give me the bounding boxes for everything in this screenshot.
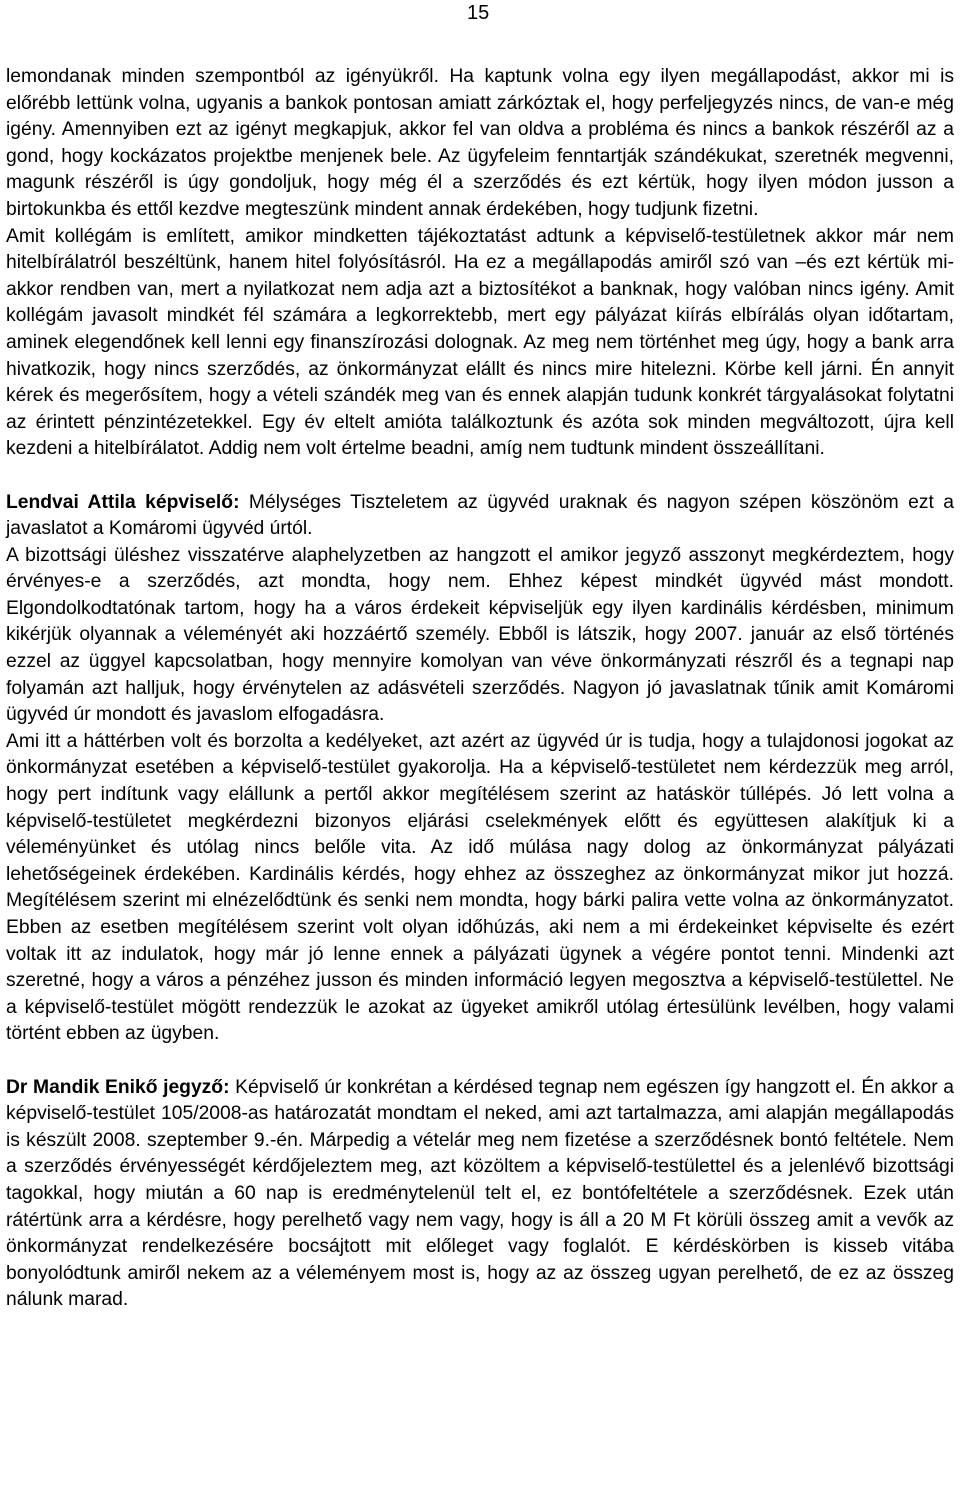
paragraph-text: Képviselő úr konkrétan a kérdésed tegnap nem egészen így hangzott el. Én akkor a képviselő-testület 105/2008-as határozatát mondtam el neked, ami azt tartalmazza, ami alapján megállapodás is készült 2008. szeptember 9.-én. Márpedig a vételár meg nem fizetése a szerződésnek bontó feltétele. Nem a szerződés érvényességét kérdőjeleztem meg, azt közöltem a képviselő-testülettel és a jelenlévő bizottsági tagokkal, hogy miután a 60 nap is eredménytelenül telt el, ez bontófeltétele a szerződésnek. Ezek után rátértünk arra a kérdésre, hogy perelhető vagy nem vagy, hogy is áll a 20 M Ft körüli összeg amit a vevők az önkormányzat rendelkezésére bocsájtott mit előleget vagy foglalót. E kérdéskörben is kisseb vitába bonyolódtunk amiről nekem az a véleményem most is, hogy az az összeg ugyan perelhető, de ez az összeg nálunk marad. <box>6 1076 954 1311</box>
paragraph <box>6 64 954 224</box>
paragraph-text: Mélységes Tiszteletem az ügyvéd uraknak és nagyon szépen köszönöm ezt a javaslatot a Komáromi ügyvéd úrtól. <box>6 491 954 540</box>
paragraph <box>6 729 954 1048</box>
paragraph-text: Ami itt a háttérben volt és borzolta a kedélyeket, azt azért az ügyvéd úr is tudja, hogy a tulajdonosi jogokat az önkormányzat esetében a képviselő-testület gyakorolja. Ha a képviselő-testületet nem kérdezzük meg arról, hogy pert indítunk vagy elállunk a pertől akkor megítélésem szerint az hatáskör túllépés. Jó lett volna a képviselő-testületet megkérdezni bizonyos eljárási cselekmények előtt és együttesen alakítjuk ki a véleményünket és utólag nincs belőle vita. Az idő múlása nagy dolog az önkormányzat pályázati lehetőségeinek érdekében. Kardinális kérdés, hogy ehhez az összeghez az önkormányzat mikor jut hozzá. Megítélésem szerint mi elnézelődtünk és senki nem mondta, hogy bárki palira vette volna az önkormányzatot. Ebben az esetben megítélésem szerint volt olyan időhúzás, aki nem a mi érdekeinket képviselte és ezért voltak itt az indulatok, hogy már jó lenne ennek a pályázati ügynek a végére pontot tenni. Mindenki azt szeretné, hogy a város a pénzéhez jusson és minden információ legyen megosztva a képviselő-testülettel. Ne a képviselő-testület mögött rendezzük le azokat az ügyeket amikről utólag értesülünk levélben, hogy valami történt ebben az ügyben. <box>6 730 954 1045</box>
page-number: 15 <box>467 2 490 24</box>
speaker-name: Lendvai Attila képviselő: <box>6 491 240 513</box>
paragraph-text: Amit kollégám is említett, amikor mindketten tájékoztatást adtunk a képviselő-testületnek akkor már nem hitelbírálatról beszéltünk, hanem hitel folyósításról. Ha ez a megállapodás amiről szó van –és ezt kértük mi- akkor rendben van, mert a nyilatkozat nem adja azt a biztosítékot a banknak, hogy valóban nincs igény. Amit kollégám javasolt mindkét fél számára a legkorrektebb, mert egy pályázat kiírás elbírálás olyan időtartam, aminek elegendőnek kell lenni egy finanszírozási dolognak. Az meg nem történhet meg úgy, hogy a bank arra hivatkozik, hogy nincs szerződés, az önkormányzat elállt és nincs mire hitelezni. Körbe kell járni. Én annyit kérek és megerősítem, hogy a vételi szándék meg van és ennek alapján tudunk konkrét tárgyalásokat folytatni az érintett pénzintézetekkel. Egy év eltelt amióta találkoztunk és azóta sok minden megváltozott, újra kell kezdeni a hitelbírálatot. Addig nem volt értelme beadni, amíg nem tudtunk mindent összeállítani. <box>6 225 954 460</box>
paragraph-speaker-lendvai <box>6 490 954 543</box>
paragraph <box>6 543 954 729</box>
paragraph-text: lemondanak minden szempontból az igényükről. Ha kaptunk volna egy ilyen megállapodást, akkor mi is előrébb lettünk volna, ugyanis a bankok pontosan amiatt zárkóztak el, hogy perfeljegyzés nincs, de van-e még igény. Amennyiben ezt az igényt megkapjuk, akkor fel van oldva a probléma és nincs a bankok részéről az a gond, hogy kockázatos projektbe menjenek bele. Az ügyfeleim fenntartják szándékukat, szeretnék megvenni, magunk részéről is úgy gondoljuk, hogy még él a szerződés és ezt kértük, hogy ilyen módon jusson a birtokunkba és ettől kezdve megteszünk mindent annak érdekében, hogy tudjunk fizetni. <box>6 66 954 220</box>
paragraph <box>6 224 954 463</box>
paragraph-spacer <box>6 1048 954 1075</box>
document-body <box>6 64 954 1314</box>
paragraph-spacer <box>6 463 954 490</box>
paragraph-speaker-mandik <box>6 1075 954 1314</box>
speaker-name: Dr Mandik Enikő jegyző: <box>6 1076 230 1098</box>
paragraph-text: A bizottsági üléshez visszatérve alaphelyzetben az hangzott el amikor jegyző asszonyt megkérdeztem, hogy érvényes-e a szerződés, azt mondta, hogy nem. Ehhez képest mindkét ügyvéd mást mondott. Elgondolkodtatónak tartom, hogy ha a város érdekeit képviseljük egy ilyen kardinális kérdésben, minimum kikérjük olyannak a véleményét aki hozzáértő személy. Ebből is látszik, hogy 2007. január az első történés ezzel az üggyel kapcsolatban, hogy mennyire komolyan van véve önkormányzati részről és a tegnapi nap folyamán azt halljuk, hogy érvénytelen az adásvételi szerződés. Nagyon jó javaslatnak tűnik amit Komáromi ügyvéd úr mondott és javaslom elfogadásra. <box>6 544 954 726</box>
